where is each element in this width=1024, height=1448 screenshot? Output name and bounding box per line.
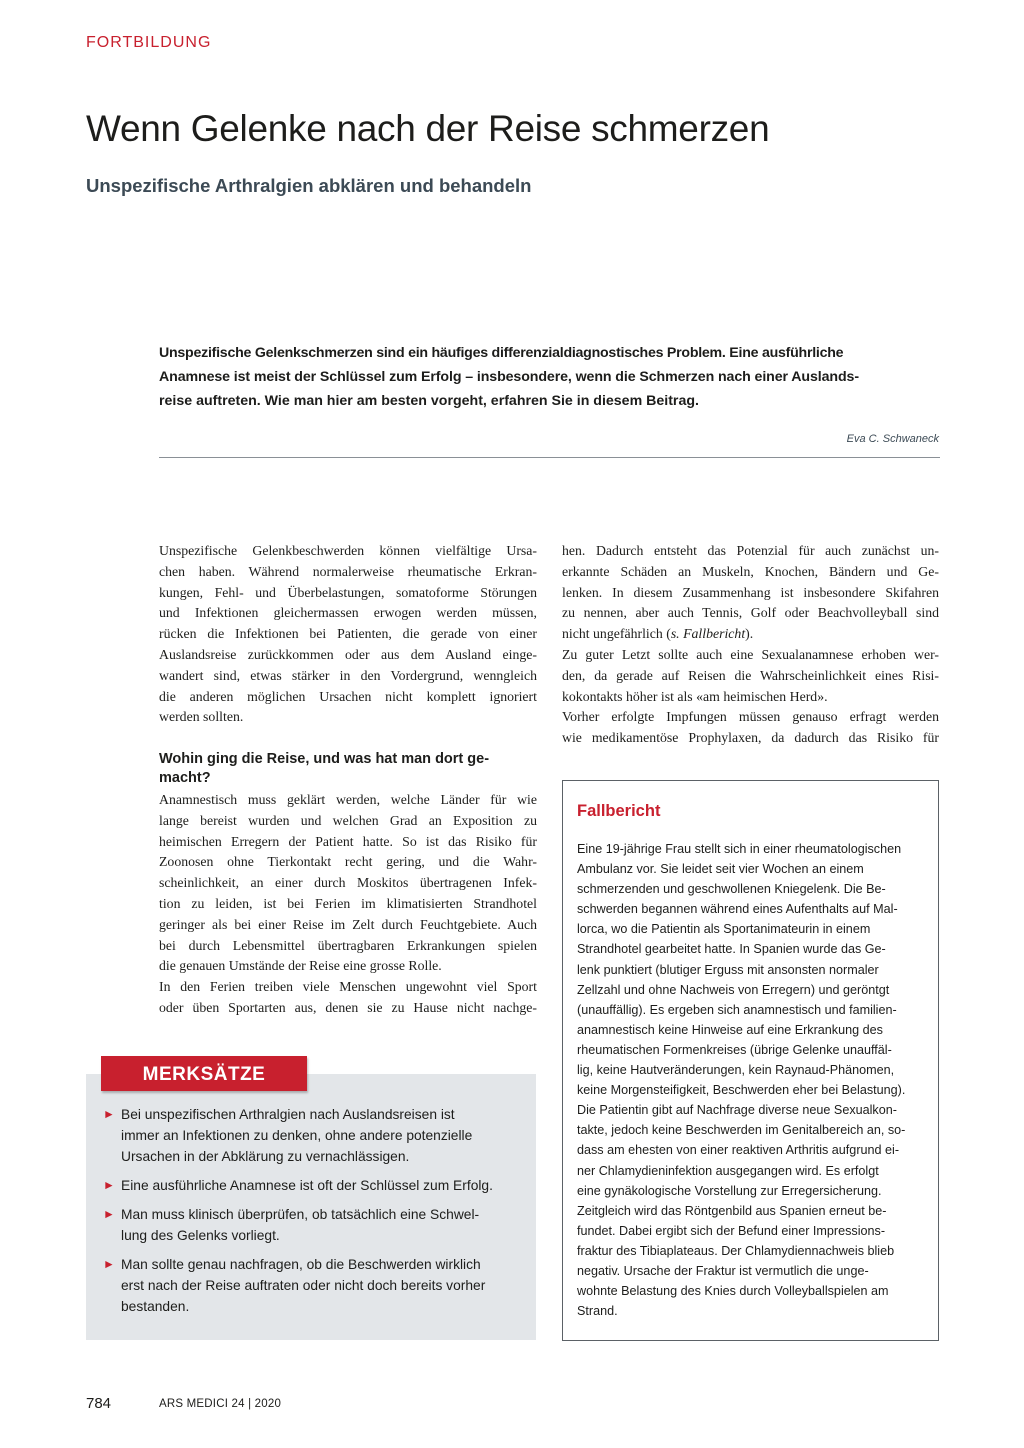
text-line (562, 624, 939, 645)
col1-section (159, 790, 537, 1019)
text-line: Bei unspezifischen Arthralgien nach Auslandsreisen ist (121, 1107, 455, 1122)
text-line: negativ. Ursache der Fraktur ist vermutlich die unge- (577, 1263, 869, 1278)
text-line: schwerden begannen während eines Aufenthalts auf Mal- (577, 902, 898, 917)
text-line: Zellzahl und ohne Nachweis von Erregern) und geröntgt (577, 982, 890, 997)
merksaetze-list (103, 1104, 533, 1325)
arrow-bullet-icon: ► (103, 1207, 115, 1221)
text-line: anamnestisch keine Hinweise auf eine Erkrankung des (577, 1022, 883, 1037)
text-line: lung des Gelenks vorliegt. (121, 1228, 280, 1243)
lead-line: Anamnese ist meist der Schlüssel zum Erfolg – insbesondere, wenn die Schmerzen nach einer Auslands- (159, 369, 859, 385)
text-line: tion zu leiden, ist bei Ferien im klimatisierten Strandhotel (159, 895, 537, 911)
text-line: bestanden. (121, 1299, 190, 1314)
text-line: Unspezifische Gelenkbeschwerden können vielfältige Ursa- (159, 543, 537, 558)
fallbericht-title: Fallbericht (577, 802, 661, 820)
text-line: wandert sind, etwas stärker in den Vordergrund, wenngleich (159, 667, 537, 683)
list-item (103, 1254, 533, 1317)
text-line: keine Morgensteifigkeit, Beschwerden eher bei Belastung). (577, 1083, 906, 1098)
text-line: die anderen möglichen Ursachen nicht komplett ignoriert (159, 688, 537, 704)
text-line: rücken die Infektionen bei Patienten, die gerade von einer (159, 626, 537, 642)
merksaetze-title: MERKSÄTZE (101, 1056, 307, 1091)
text-line: chen haben. Während normalerweise rheumatische Erkran- (159, 563, 537, 579)
text-line: scheinlichkeit, an einer durch Moskitos übertragenen Infek- (159, 875, 537, 891)
heading-line: Wohin ging die Reise, und was hat man dort ge- (159, 751, 490, 767)
text-line: lange bereist wurden und welchen Grad an Exposition zu (159, 812, 537, 828)
text-line: Man sollte genau nachfragen, ob die Beschwerden wirklich (121, 1257, 481, 1272)
col2-text (562, 541, 939, 749)
text-line: hen. Dadurch entsteht das Potenzial für auch zunächst un- (562, 543, 939, 558)
text-line: takte, jedoch keine Beschwerden im Genitalbereich an, so- (577, 1123, 906, 1138)
lead-line: Unspezifische Gelenkschmerzen sind ein häufiges differenzialdiagnostisches Problem. Eine ausführliche (159, 345, 844, 361)
text-line: dass am ehesten von einer reaktiven Arthritis aufgrund ei- (577, 1143, 900, 1158)
text-line: Zoonosen ohne Tierkontakt recht gering, und die Wahr- (159, 854, 537, 870)
text-line: die genauen Umstände der Reise eine grosse Rolle. (159, 958, 442, 974)
divider (159, 457, 940, 458)
text-line: (unauffällig). Es ergeben sich anamnestisch und familien- (577, 1002, 897, 1017)
text-line: Eine ausführliche Anamnese ist oft der Schlüssel zum Erfolg. (121, 1178, 493, 1193)
lead-line: reise auftreten. Wie man hier am besten vorgeht, erfahren Sie in diesem Beitrag. (159, 393, 699, 409)
list-item (103, 1104, 533, 1167)
text-line: lorca, wo die Patientin als Sportanimateurin in einem (577, 922, 871, 937)
text-line: Strandhotel gearbeitet hatte. In Spanien wurde das Ge- (577, 942, 886, 957)
text-line: kokontakts höher ist als «am heimischen Herd». (562, 688, 828, 704)
text-line: Ursachen in der Abklärung zu vernachlässigen. (121, 1149, 410, 1164)
arrow-bullet-icon: ► (103, 1107, 115, 1121)
fallbericht-text (577, 839, 924, 1321)
text-line: In den Ferien treiben viele Menschen ungewohnt viel Sport (159, 979, 537, 995)
page-number: 784 (86, 1395, 112, 1412)
text-line: Zu guter Letzt sollte auch eine Sexualanamnese erhoben wer- (562, 646, 939, 662)
text-line: Zeitgleich wird das Röntgenbild aus Spanien erneut be- (577, 1203, 887, 1218)
arrow-bullet-icon: ► (103, 1178, 115, 1192)
text-line: erst nach der Reise auftraten oder nicht doch bereits vorher (121, 1278, 486, 1293)
text-line: Eine 19-jährige Frau stellt sich in einer rheumatologischen (577, 842, 902, 856)
arrow-bullet-icon: ► (103, 1257, 115, 1271)
text-line: und Infektionen gleichermassen erwogen werden müssen, (159, 605, 537, 621)
heading-line: macht? (159, 770, 211, 786)
journal-issue: ARS MEDICI 24 | 2020 (159, 1398, 282, 1410)
list-item (103, 1204, 533, 1246)
section-heading (159, 750, 537, 788)
text-line: wohnte Belastung des Knies durch Volleyballspielen am (577, 1284, 889, 1299)
text-line: zu nennen, aber auch Tennis, Golf oder Beachvolleyball sind (562, 605, 939, 621)
text-line: eine gynäkologische Vorstellung zur Erregersicherung. (577, 1183, 882, 1198)
article-title: Wenn Gelenke nach der Reise schmerzen (86, 108, 770, 149)
text-line: heimischen Erregern der Patient hatte. So ist das Risiko für (159, 833, 537, 849)
text-fragment: nicht ungefährlich ( (562, 626, 671, 642)
text-line: erkannte Schäden an Muskeln, Knochen, Bändern und Ge- (562, 563, 939, 579)
article-lead (159, 341, 940, 413)
text-line: Die Patientin gibt auf Nachfrage diverse neue Sexualkon- (577, 1103, 897, 1118)
text-line: Vorher erfolgte Impfungen müssen genauso erfragt werden (562, 709, 939, 725)
text-line: wie medikamentöse Prophylaxen, da dadurch das Risiko für (562, 730, 939, 746)
text-line: kungen, Fehl- und Überbelastungen, somatoforme Störungen (159, 584, 537, 600)
section-tag: FORTBILDUNG (86, 34, 212, 51)
text-line: Strand. (577, 1304, 618, 1319)
author: Eva C. Schwaneck (846, 433, 939, 445)
text-line: lenk punktiert (blutiger Erguss mit ansonsten normaler (577, 962, 879, 977)
text-line: lenken. In diesem Zusammenhang ist insbesondere Skifahren (562, 584, 939, 600)
text-line: werden sollten. (159, 709, 244, 725)
text-line: lig, keine Hautveränderungen, kein Raynaud-Phänomen, (577, 1063, 895, 1078)
text-line: immer an Infektionen zu denken, ohne andere potenzielle (121, 1128, 473, 1143)
text-line: Anamnestisch muss geklärt werden, welche Länder für wie (159, 792, 537, 807)
text-line: Ambulanz vor. Sie leidet seit vier Wochen an einem (577, 862, 864, 877)
text-line: bei durch Lebensmittel übertragbaren Erkrankungen spielen (159, 937, 537, 953)
text-line: ner Chlamydieninfektion ausgegangen wird. Es erfolgt (577, 1163, 879, 1178)
article-subtitle: Unspezifische Arthralgien abklären und behandeln (86, 175, 532, 196)
text-line: fundet. Dabei ergibt sich der Befund einer Impressions- (577, 1223, 886, 1238)
col1-intro (159, 541, 537, 728)
text-line: Man muss klinisch überprüfen, ob tatsächlich eine Schwel- (121, 1207, 480, 1222)
text-line: geringer als bei einer Reise im Zelt durch Feuchtgebiete. Auch (159, 916, 537, 932)
text-line: oder üben Sportarten aus, denen sie zu Hause nicht nachge- (159, 999, 537, 1015)
list-item (103, 1175, 533, 1196)
text-line: Auslandsreise zurückkommen oder aus dem Ausland einge- (159, 646, 537, 662)
text-line: schmerzenden und geschwollenen Kniegelenk. Die Be- (577, 882, 886, 897)
fallbericht-box (562, 780, 939, 1341)
text-line: fraktur des Tibiaplateaus. Der Chlamydiennachweis blieb (577, 1243, 895, 1258)
fallbericht-reference: s. Fallbericht (670, 626, 746, 642)
text-fragment: ). (745, 626, 754, 642)
text-line: rheumatischen Formenkreises (übrige Gelenke unauffäl- (577, 1042, 892, 1057)
text-line: den, da gerade auf Reisen die Wahrscheinlichkeit eines Risi- (562, 667, 939, 683)
